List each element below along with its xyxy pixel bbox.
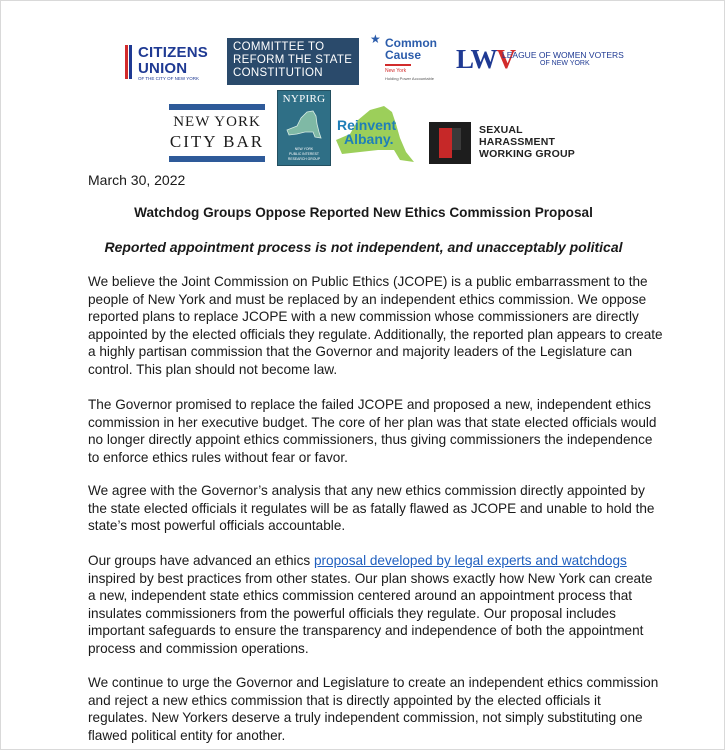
- nypirg-logo: [277, 90, 331, 166]
- nyc-bar-logo: [169, 104, 265, 162]
- shwg-logo: [429, 122, 575, 164]
- reinvent-albany-logo: [334, 104, 416, 166]
- common-cause-region: New York: [385, 68, 407, 74]
- crsc-line1: COMMITTEE TO: [233, 41, 325, 53]
- lwv-line2: OF NEW YORK: [540, 60, 590, 67]
- paragraph-3: We agree with the Governor’s analysis that any new ethics commission directly appointed by the state elected officials it regulates will be as fatally flawed as JCOPE and unable to hold the state’s most powerful officials accountable.: [88, 483, 655, 534]
- common-cause-line1: Common: [385, 36, 437, 50]
- paragraph-4-body: inspired by best practices from other states. Our plan shows exactly how New York can create a new, independent state ethics commission centered around an appointment process that insulates commissioners from the powerful officials they regulate. Our proposal includes important safeguards to ensure the transparency and independence of both the appointment process and commission operations.: [88, 570, 653, 656]
- ny-state-map-icon: [283, 108, 327, 144]
- citizens-union-line1: CITIZENS: [138, 44, 208, 61]
- stripes-icon: [125, 45, 135, 79]
- paragraph-5: We continue to urge the Governor and Legislature to create an independent ethics commission and reject a new ethics commission that is directly appointed by the elected officials it regulates. New Yorkers deserve a truly independent commission, not simply substituting one flawed political entity for another.: [88, 675, 659, 743]
- press-release-subtitle: Reported appointment process is not independent, and unacceptably political: [104, 239, 623, 255]
- crsc-line2: REFORM THE STATE: [233, 54, 353, 66]
- reinvent-albany-line2: Albany.: [344, 131, 394, 147]
- nyc-bar-line2: CITY BAR: [169, 132, 265, 151]
- crsc-line3: CONSTITUTION: [233, 67, 323, 79]
- nypirg-sub1: NEW YORK: [294, 147, 314, 151]
- common-cause-tagline: Holding Power Accountable: [385, 76, 434, 81]
- lwv-mark: LWV: [456, 44, 516, 74]
- shwg-line3: WORKING GROUP: [479, 148, 575, 160]
- common-cause-divider: [385, 64, 411, 66]
- paragraph-2: The Governor promised to replace the failed JCOPE and proposed a new, independent ethics commission in her executive budget. The core of her plan was that state elected officials would no longer directly appoint ethics commissioners, thus giving commissioners the independence to enforce ethics rules without fear or favor.: [88, 397, 657, 465]
- lwv-logo: [456, 44, 624, 80]
- release-date: March 30, 2022: [88, 172, 186, 188]
- reinvent-albany-line1: Reinvent: [337, 117, 397, 133]
- crsc-logo: [227, 38, 359, 85]
- citizens-union-logo: [125, 43, 221, 83]
- nypirg-sub3: RESEARCH GROUP: [287, 157, 321, 161]
- shwg-line2: HARASSMENT: [479, 136, 556, 148]
- paragraph-4-intro: Our groups have advanced an ethics: [88, 553, 314, 568]
- shwg-line1: SEXUAL: [479, 124, 523, 136]
- nypirg-sub2: PUBLIC INTEREST: [289, 152, 319, 156]
- shwg-text: [479, 124, 575, 160]
- lwv-line1: LEAGUE OF WOMEN VOTERS: [502, 50, 624, 60]
- shwg-emblem-icon: [429, 122, 471, 164]
- star-icon: ★: [370, 32, 381, 46]
- paragraph-1: We believe the Joint Commission on Public Ethics (JCOPE) is a public embarrassment to the people of New York and must be replaced by an independent ethics commission. We oppose reported plans to replace JCOPE with a new commission whose commissioners are directly appointed by the elected officials they regulate. Additionally, the reported plan appears to create a highly partisan commission that the Governor and majority leaders of the Legislature can control. This plan should not become law.: [88, 274, 663, 377]
- nyc-bar-top-rule: [169, 104, 265, 110]
- citizens-union-tagline: OF THE CITY OF NEW YORK: [138, 76, 200, 81]
- proposal-link[interactable]: proposal developed by legal experts and watchdogs: [313, 553, 627, 568]
- paragraph-4: [88, 552, 663, 658]
- common-cause-logo: [370, 34, 448, 88]
- nyc-bar-bottom-rule: [169, 156, 265, 162]
- nyc-bar-line1: NEW YORK: [173, 114, 261, 130]
- nypirg-name: NYPIRG: [282, 93, 326, 105]
- press-release-title: Watchdog Groups Oppose Reported New Ethics Commission Proposal: [134, 205, 593, 220]
- citizens-union-line2: UNION: [138, 60, 188, 77]
- common-cause-line2: Cause: [385, 48, 422, 62]
